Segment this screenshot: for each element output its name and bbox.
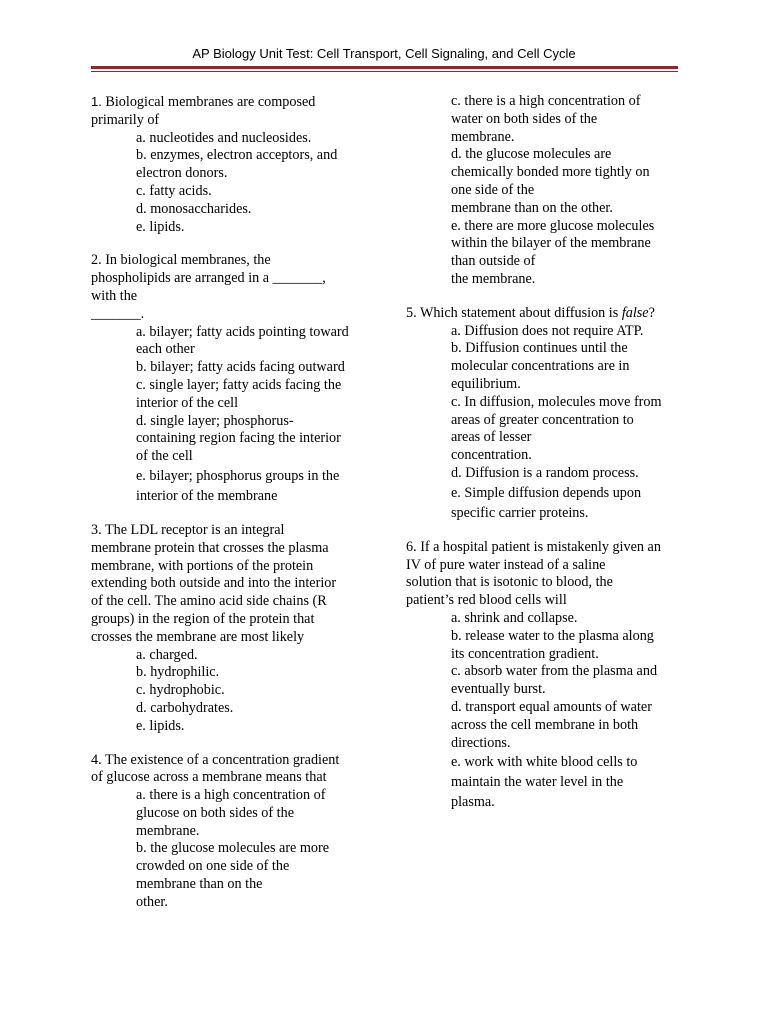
question-number: 1. bbox=[91, 94, 102, 109]
question-number: 6. bbox=[406, 538, 417, 555]
answer-option: a. there is a high concentration of glucose on both sides of the membrane. bbox=[136, 787, 326, 839]
question-1 bbox=[91, 93, 366, 236]
question-5 bbox=[406, 305, 681, 523]
answer-option: d. transport equal amounts of water across the cell membrane in both directions. bbox=[451, 698, 652, 751]
answer-option: e. Simple diffusion depends upon specific carrier proteins. bbox=[451, 484, 642, 521]
question-stem bbox=[91, 93, 366, 130]
question-stem bbox=[91, 252, 366, 323]
question-number: 2. bbox=[91, 252, 102, 269]
question-4-continued bbox=[406, 93, 681, 289]
question-text: In biological membranes, the phospholipids are arranged in a _______, with the _______. bbox=[91, 252, 326, 322]
question-text: Which statement about diffusion is bbox=[419, 304, 622, 321]
answer-option: a. nucleotides and nucleosides. bbox=[136, 129, 312, 146]
answer-option: c. fatty acids. bbox=[136, 182, 212, 199]
answer-option: c. single layer; fatty acids facing the interior of the cell bbox=[136, 376, 342, 411]
answer-option: e. lipids. bbox=[136, 717, 185, 734]
question-stem bbox=[406, 539, 681, 610]
question-6 bbox=[406, 539, 681, 813]
answer-option: c. there is a high concentration of water on both sides of the membrane. bbox=[451, 93, 641, 145]
question-4 bbox=[91, 752, 366, 912]
question-3 bbox=[91, 522, 366, 736]
question-text: The existence of a concentration gradient of glucose across a membrane means that bbox=[91, 751, 340, 786]
question-stem bbox=[91, 522, 366, 647]
answer-option: b. enzymes, electron acceptors, and electron donors. bbox=[136, 147, 338, 182]
page-header: AP Biology Unit Test: Cell Transport, Cell Signaling, and Cell Cycle bbox=[192, 46, 576, 61]
answer-option: c. hydrophobic. bbox=[136, 682, 225, 699]
answer-option: c. absorb water from the plasma and eventually burst. bbox=[451, 663, 658, 698]
answer-option: b. bilayer; fatty acids facing outward bbox=[136, 359, 345, 376]
answer-option: d. carbohydrates. bbox=[136, 699, 234, 716]
question-text: Biological membranes are composed primarily of bbox=[91, 94, 316, 128]
question-stem bbox=[406, 305, 681, 323]
answer-option: c. In diffusion, molecules move from areas of greater concentration to areas of lesser concentration. bbox=[451, 393, 662, 464]
answer-option: d. the glucose molecules are chemically bonded more tightly on one side of the membrane than on the other. bbox=[451, 146, 650, 216]
answer-option: a. Diffusion does not require ATP. bbox=[451, 322, 644, 339]
question-text-emphasis: false bbox=[621, 304, 649, 321]
question-number: 4. bbox=[91, 751, 102, 768]
answer-option: b. the glucose molecules are more crowded on one side of the membrane than on the other. bbox=[136, 840, 330, 910]
answer-option: a. charged. bbox=[136, 646, 198, 663]
answer-option: d. Diffusion is a random process. bbox=[451, 464, 639, 481]
answer-option: e. bilayer; phosphorus groups in the interior of the membrane bbox=[136, 467, 340, 504]
answer-option: b. release water to the plasma along its concentration gradient. bbox=[451, 627, 654, 662]
question-2 bbox=[91, 252, 366, 506]
question-stem bbox=[91, 752, 366, 788]
header-rule-thin bbox=[91, 71, 678, 72]
question-number: 3. bbox=[91, 521, 102, 538]
answer-option: d. single layer; phosphorus- containing region facing the interior of the cell bbox=[136, 412, 341, 465]
answer-option: e. lipids. bbox=[136, 218, 185, 235]
header-rule-thick bbox=[91, 66, 678, 69]
question-number: 5. bbox=[406, 304, 417, 321]
answer-option: d. monosaccharides. bbox=[136, 200, 252, 217]
question-text: The LDL receptor is an integral membrane protein that crosses the plasma membrane, with portions of the protein extending both outside and into the interior of the cell. The amino acid side chains (R groups) in the region of the protein that crosses the membrane are most likely bbox=[91, 521, 337, 645]
answer-option: e. work with white blood cells to maintain the water level in the plasma. bbox=[451, 754, 638, 811]
answer-option: b. Diffusion continues until the molecular concentrations are in equilibrium. bbox=[451, 340, 630, 392]
answer-option: e. there are more glucose molecules within the bilayer of the membrane than outside of the membrane. bbox=[451, 217, 655, 287]
question-text-end: ? bbox=[648, 304, 655, 321]
answer-option: a. bilayer; fatty acids pointing toward each other bbox=[136, 323, 349, 358]
right-column bbox=[406, 93, 681, 828]
answer-option: a. shrink and collapse. bbox=[451, 609, 578, 626]
answer-option: b. hydrophilic. bbox=[136, 664, 220, 681]
left-column bbox=[91, 93, 366, 928]
question-text: If a hospital patient is mistakenly given an IV of pure water instead of a saline solution that is isotonic to blood, the patient’s red blood cells will bbox=[406, 538, 661, 609]
